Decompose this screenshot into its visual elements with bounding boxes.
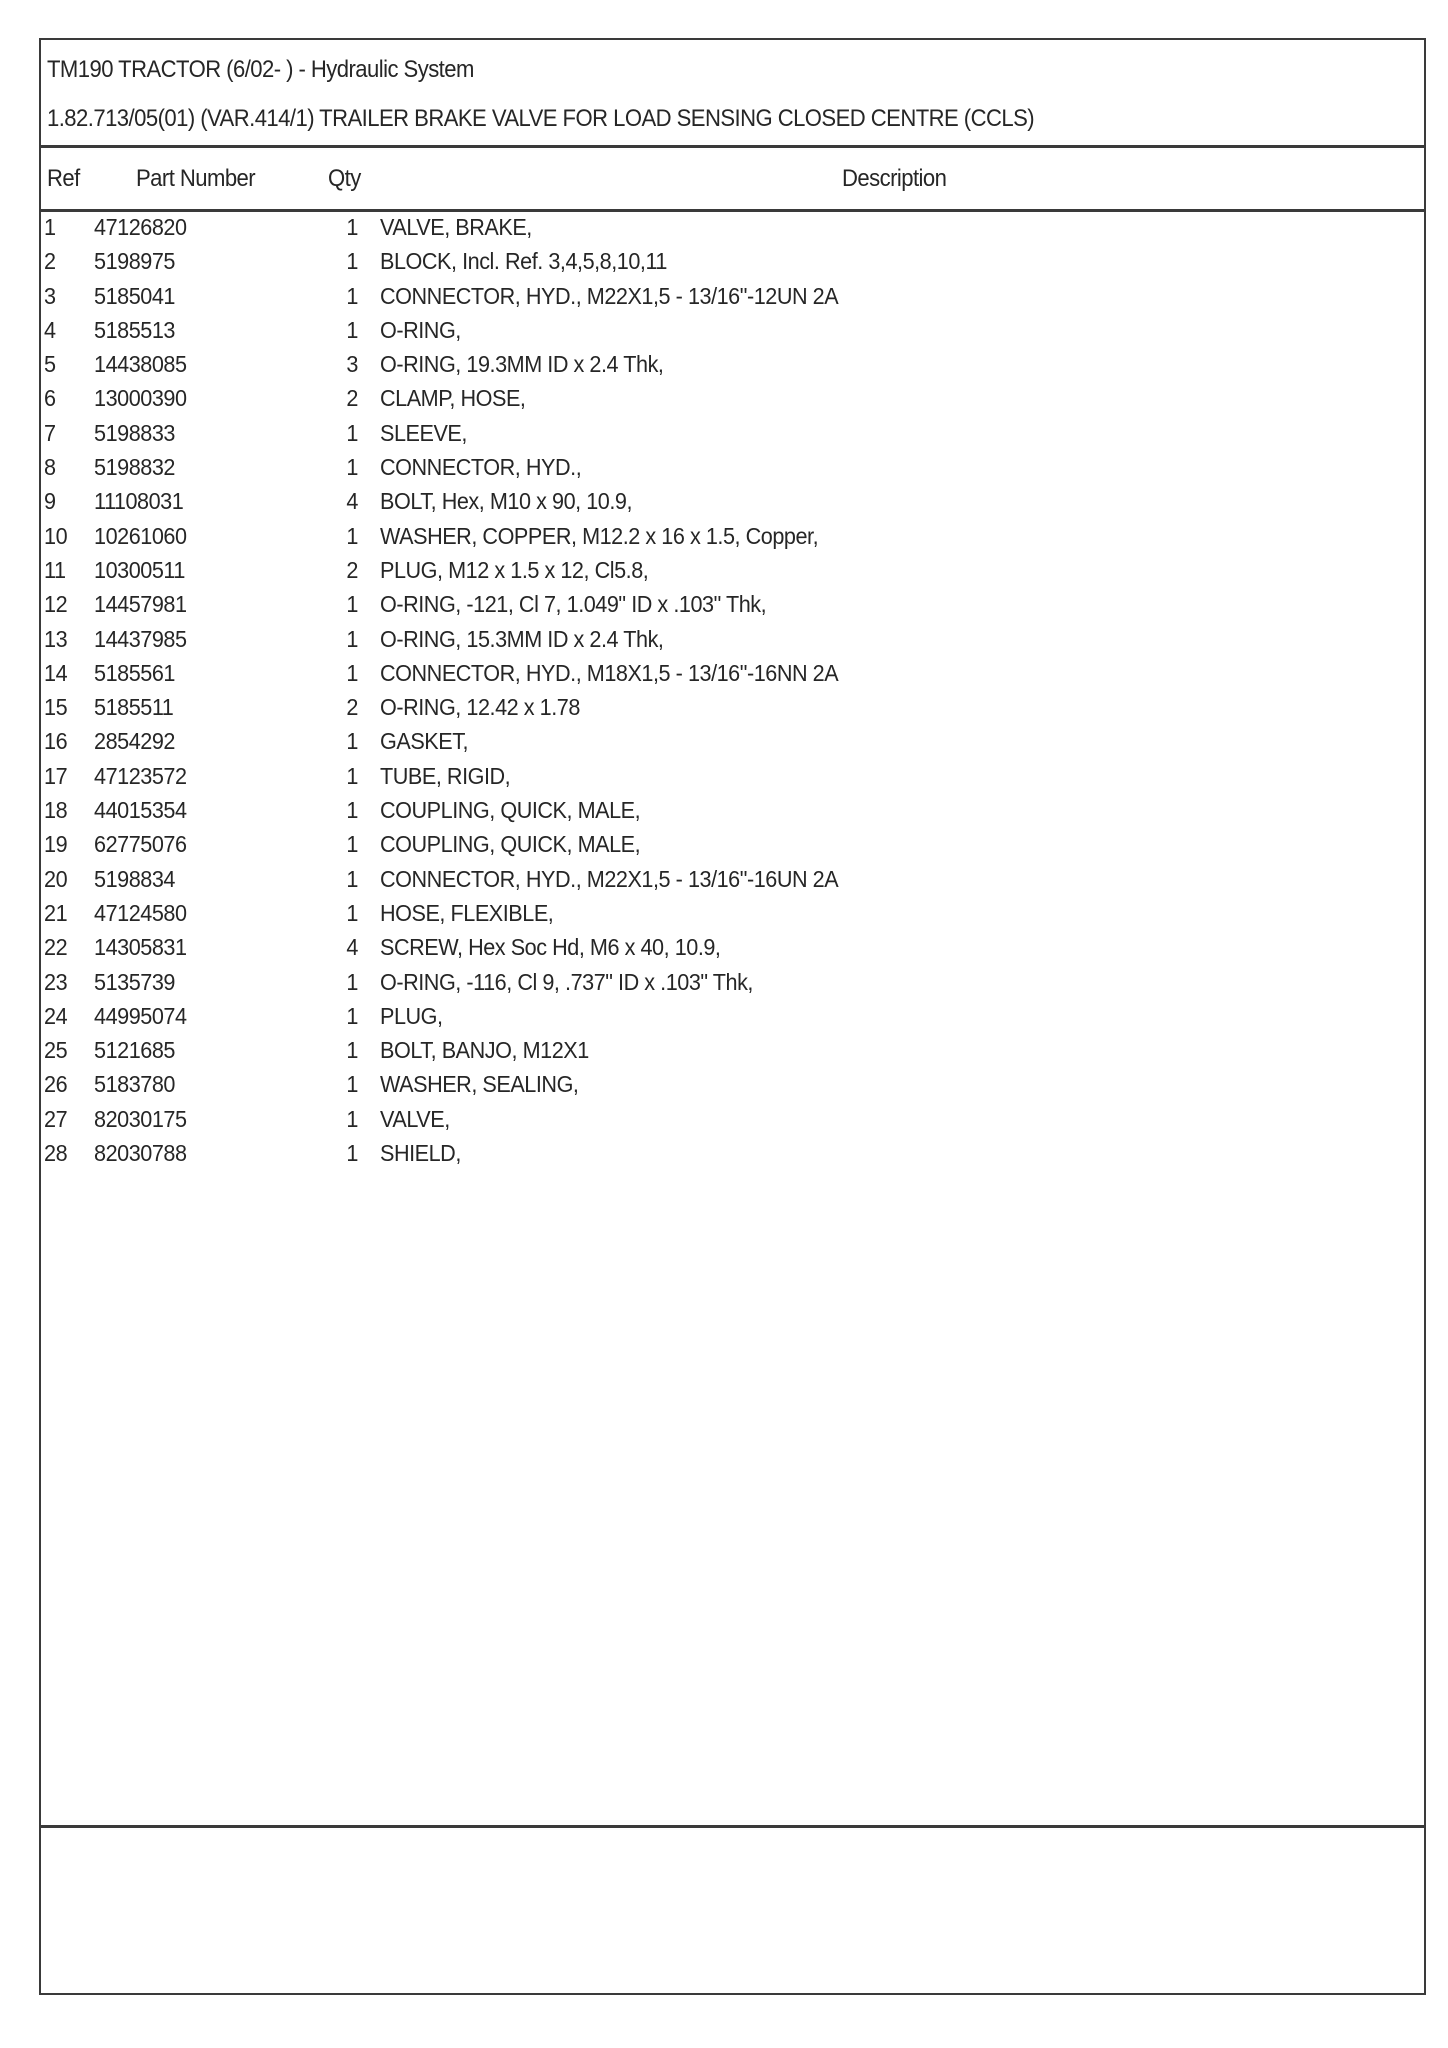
cell-part-number: 5135739: [94, 968, 175, 995]
cell-part-number: 10300511: [94, 556, 185, 583]
table-row: [41, 967, 1424, 1001]
cell-description: VALVE,: [380, 1105, 450, 1132]
cell-ref: 18: [44, 797, 68, 824]
cell-part-number: 5185561: [94, 659, 175, 686]
cell-qty: 1: [346, 831, 358, 858]
cell-description: WASHER, COPPER, M12.2 x 16 x 1.5, Copper,: [380, 522, 819, 549]
footer-block: [41, 1825, 1424, 1993]
cell-qty: 1: [346, 316, 358, 343]
cell-qty: 1: [346, 968, 358, 995]
cell-description: BOLT, Hex, M10 x 90, 10.9,: [380, 488, 633, 515]
cell-description: PLUG,: [380, 1002, 443, 1029]
cell-description: SLEEVE,: [380, 419, 467, 446]
cell-description: CONNECTOR, HYD., M22X1,5 - 13/16"-16UN 2A: [380, 865, 839, 892]
cell-description: BLOCK, Incl. Ref. 3,4,5,8,10,11: [380, 248, 667, 275]
cell-part-number: 13000390: [94, 385, 187, 412]
cell-part-number: 5198834: [94, 865, 175, 892]
cell-part-number: 2854292: [94, 728, 175, 755]
document-subtitle: 1.82.713/05(01) (VAR.414/1) TRAILER BRAKE VALVE FOR LOAD SENSING CLOSED CENTRE (CCLS): [47, 105, 1035, 132]
table-row: [41, 658, 1424, 692]
cell-description: CONNECTOR, HYD.,: [380, 454, 582, 481]
cell-description: O-RING, 19.3MM ID x 2.4 Thk,: [380, 351, 664, 378]
table-header: [41, 145, 1424, 212]
cell-description: SCREW, Hex Soc Hd, M6 x 40, 10.9,: [380, 934, 721, 961]
cell-qty: 4: [346, 488, 358, 515]
cell-qty: 1: [346, 1071, 358, 1098]
title-block: [41, 40, 1424, 148]
table-row: [41, 521, 1424, 555]
cell-part-number: 5185041: [94, 282, 175, 309]
table-row: [41, 1069, 1424, 1103]
cell-qty: 1: [346, 625, 358, 652]
cell-qty: 1: [346, 419, 358, 446]
cell-ref: 12: [44, 591, 68, 618]
cell-qty: 1: [346, 865, 358, 892]
cell-ref: 11: [44, 556, 66, 583]
document-title: TM190 TRACTOR (6/02- ) - Hydraulic System: [47, 56, 474, 83]
cell-part-number: 5185511: [94, 694, 174, 721]
cell-qty: 1: [346, 1002, 358, 1029]
table-row: [41, 1001, 1424, 1035]
table-row: [41, 246, 1424, 280]
cell-ref: 5: [44, 351, 56, 378]
table-row: [41, 795, 1424, 829]
table-row: [41, 692, 1424, 726]
cell-part-number: 14438085: [94, 351, 187, 378]
table-row: [41, 898, 1424, 932]
cell-qty: 1: [346, 797, 358, 824]
cell-part-number: 5183780: [94, 1071, 175, 1098]
table-row: [41, 761, 1424, 795]
cell-description: O-RING, 12.42 x 1.78: [380, 694, 580, 721]
table-row: [41, 1035, 1424, 1069]
table-row: [41, 555, 1424, 589]
cell-description: O-RING, -116, Cl 9, .737" ID x .103" Thk,: [380, 968, 753, 995]
cell-qty: 2: [346, 385, 358, 412]
cell-ref: 10: [44, 522, 68, 549]
cell-part-number: 44995074: [94, 1002, 187, 1029]
cell-qty: 1: [346, 248, 358, 275]
cell-qty: 1: [346, 1140, 358, 1167]
cell-qty: 1: [346, 522, 358, 549]
cell-part-number: 5198832: [94, 454, 175, 481]
cell-part-number: 47123572: [94, 762, 187, 789]
cell-qty: 1: [346, 1037, 358, 1064]
cell-part-number: 5121685: [94, 1037, 175, 1064]
cell-part-number: 5198975: [94, 248, 175, 275]
table-row: [41, 418, 1424, 452]
cell-ref: 16: [44, 728, 68, 755]
cell-description: CLAMP, HOSE,: [380, 385, 526, 412]
cell-description: COUPLING, QUICK, MALE,: [380, 831, 641, 858]
cell-ref: 22: [44, 934, 68, 961]
table-row: [41, 452, 1424, 486]
parts-list-sheet: [39, 38, 1426, 1995]
cell-ref: 23: [44, 968, 68, 995]
cell-qty: 4: [346, 934, 358, 961]
cell-ref: 7: [44, 419, 56, 446]
cell-ref: 21: [44, 899, 68, 926]
cell-ref: 17: [44, 762, 68, 789]
cell-qty: 3: [346, 351, 358, 378]
cell-description: HOSE, FLEXIBLE,: [380, 899, 554, 926]
cell-ref: 15: [44, 694, 68, 721]
cell-ref: 13: [44, 625, 68, 652]
cell-qty: 1: [346, 1105, 358, 1132]
cell-description: GASKET,: [380, 728, 469, 755]
table-row: [41, 349, 1424, 383]
cell-description: VALVE, BRAKE,: [380, 214, 532, 240]
table-row: [41, 281, 1424, 315]
cell-ref: 14: [44, 659, 68, 686]
cell-qty: 1: [346, 591, 358, 618]
cell-description: COUPLING, QUICK, MALE,: [380, 797, 641, 824]
table-row: [41, 1104, 1424, 1138]
cell-ref: 26: [44, 1071, 68, 1098]
cell-ref: 24: [44, 1002, 68, 1029]
header-part-number: Part Number: [136, 165, 256, 192]
cell-ref: 3: [44, 282, 56, 309]
cell-qty: 1: [346, 762, 358, 789]
cell-description: TUBE, RIGID,: [380, 762, 511, 789]
table-row: [41, 315, 1424, 349]
cell-description: CONNECTOR, HYD., M18X1,5 - 13/16"-16NN 2A: [380, 659, 839, 686]
cell-description: BOLT, BANJO, M12X1: [380, 1037, 589, 1064]
cell-part-number: 47124580: [94, 899, 187, 926]
cell-ref: 6: [44, 385, 56, 412]
cell-ref: 20: [44, 865, 68, 892]
header-qty: Qty: [328, 165, 361, 192]
cell-part-number: 5198833: [94, 419, 175, 446]
cell-ref: 4: [44, 316, 56, 343]
cell-part-number: 5185513: [94, 316, 175, 343]
table-row: [41, 726, 1424, 760]
cell-part-number: 47126820: [94, 214, 187, 240]
cell-ref: 1: [44, 214, 56, 240]
cell-part-number: 10261060: [94, 522, 187, 549]
table-row: [41, 1138, 1424, 1172]
table-row: [41, 864, 1424, 898]
header-ref: Ref: [47, 165, 80, 192]
cell-part-number: 44015354: [94, 797, 187, 824]
cell-qty: 1: [346, 728, 358, 755]
table-row: [41, 486, 1424, 520]
cell-description: CONNECTOR, HYD., M22X1,5 - 13/16"-12UN 2A: [380, 282, 839, 309]
table-row: [41, 212, 1424, 246]
cell-description: SHIELD,: [380, 1140, 461, 1167]
cell-description: O-RING, -121, Cl 7, 1.049" ID x .103" Thk,: [380, 591, 767, 618]
cell-part-number: 14305831: [94, 934, 187, 961]
cell-description: O-RING, 15.3MM ID x 2.4 Thk,: [380, 625, 664, 652]
parts-table-body: [41, 212, 1424, 1172]
cell-qty: 1: [346, 282, 358, 309]
cell-qty: 1: [346, 659, 358, 686]
cell-ref: 2: [44, 248, 56, 275]
table-row: [41, 932, 1424, 966]
cell-part-number: 62775076: [94, 831, 187, 858]
cell-qty: 1: [346, 214, 358, 240]
cell-part-number: 14437985: [94, 625, 187, 652]
cell-qty: 1: [346, 454, 358, 481]
cell-qty: 2: [346, 694, 358, 721]
table-row: [41, 624, 1424, 658]
cell-ref: 9: [44, 488, 56, 515]
cell-part-number: 14457981: [94, 591, 187, 618]
cell-qty: 1: [346, 899, 358, 926]
cell-description: WASHER, SEALING,: [380, 1071, 579, 1098]
cell-ref: 28: [44, 1140, 68, 1167]
cell-ref: 8: [44, 454, 56, 481]
table-row: [41, 383, 1424, 417]
cell-ref: 25: [44, 1037, 68, 1064]
header-description: Description: [842, 165, 947, 192]
cell-description: PLUG, M12 x 1.5 x 12, Cl5.8,: [380, 556, 649, 583]
cell-ref: 27: [44, 1105, 68, 1132]
table-row: [41, 829, 1424, 863]
cell-ref: 19: [44, 831, 68, 858]
table-row: [41, 589, 1424, 623]
cell-part-number: 82030175: [94, 1105, 187, 1132]
cell-qty: 2: [346, 556, 358, 583]
cell-part-number: 82030788: [94, 1140, 187, 1167]
cell-part-number: 11108031: [94, 488, 184, 515]
cell-description: O-RING,: [380, 316, 461, 343]
